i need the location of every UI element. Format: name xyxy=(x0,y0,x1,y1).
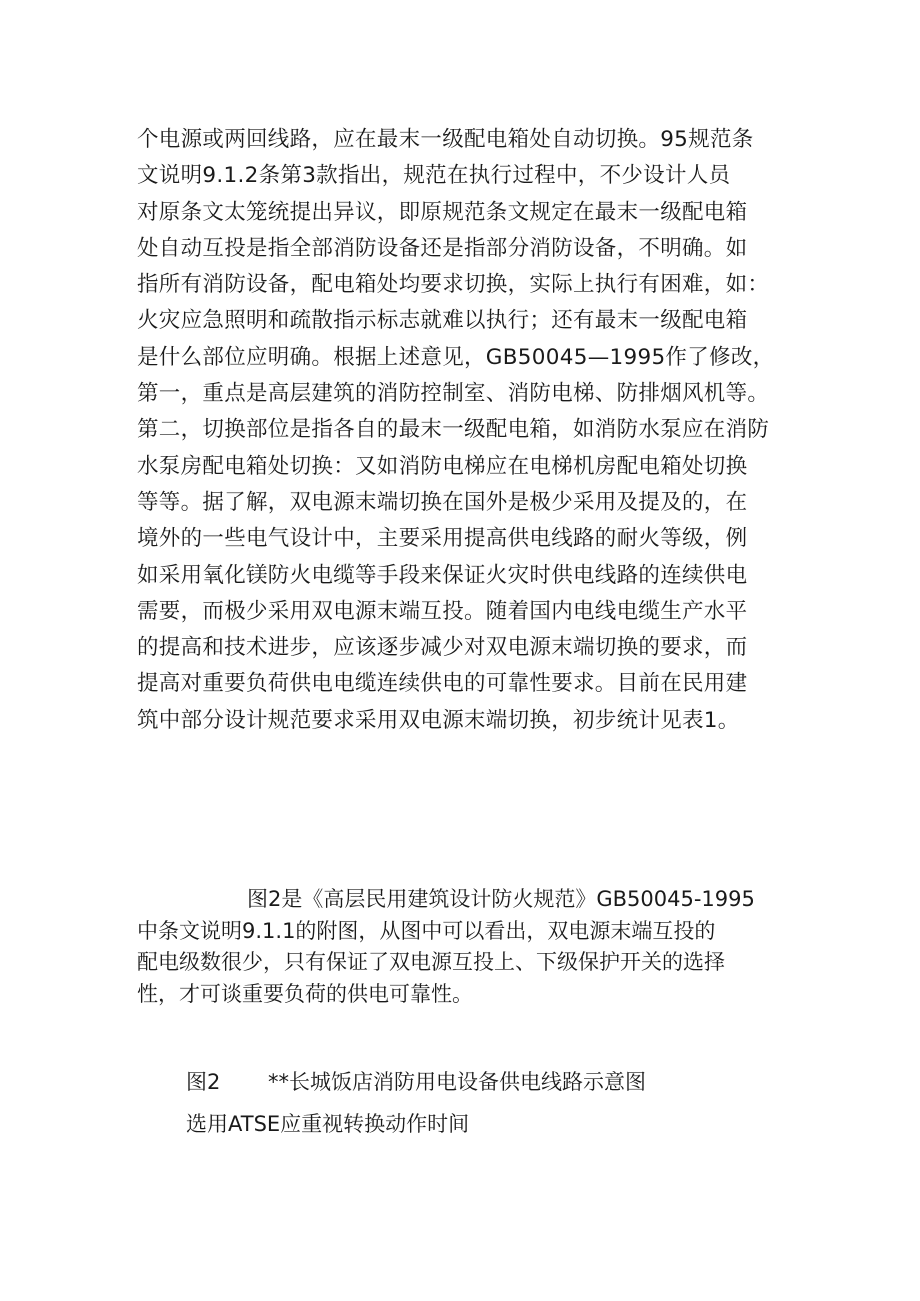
paragraph-line: 筑中部分设计规范要求采用双电源末端切换，初步统计见表1。 xyxy=(137,707,740,733)
paragraph-line: 的提高和技术进步，应该逐步减少对双电源末端切换的要求，而 xyxy=(137,635,748,661)
paragraph-line: 个电源或两回线路，应在最末一级配电箱处自动切换。95规范条 xyxy=(137,127,754,152)
paragraph-line: 火灾应急照明和疏散指示标志就难以执行；还有最末一级配电箱 xyxy=(137,308,748,334)
paragraph-line: 对原条文太笼统提出异议，即原规范条文规定在最末一级配电箱 xyxy=(137,199,748,225)
paragraph-line: 性，才可谈重要负荷的供电可靠性。 xyxy=(137,981,473,1006)
paragraph-line: 如采用氧化镁防火电缆等手段来保证火灾时供电线路的连续供电 xyxy=(137,562,748,588)
paragraph-line: 等等。据了解，双电源末端切换在国外是极少采用及提及的，在 xyxy=(137,489,748,515)
paragraph-line: 需要，而极少采用双电源末端互投。随着国内电线电缆生产水平 xyxy=(137,598,748,624)
paragraph-line: 境外的一些电气设计中，主要采用提高供电线路的耐火等级，例 xyxy=(137,526,748,552)
figure-number: 图2 xyxy=(186,1070,221,1094)
paragraph-line: 处自动互投是指全部消防设备还是指部分消防设备，不明确。如 xyxy=(137,235,748,261)
paragraph-line: 配电级数很少，只有保证了双电源互投上、下级保护开关的选择 xyxy=(137,950,725,974)
figure-caption xyxy=(186,1065,646,1099)
paragraph-line: 提高对重要负荷供电电缆连续供电的可靠性要求。目前在民用建 xyxy=(137,671,748,697)
figure-title: **长城饭店消防用电设备供电线路示意图 xyxy=(268,1070,646,1094)
body-paragraph-1 xyxy=(137,122,797,739)
paragraph-line: 是什么部位应明确。根据上述意见，GB50045—1995作了修改， xyxy=(137,344,775,370)
paragraph-line: 文说明9.1.2条第3款指出，规范在执行过程中，不少设计人员 xyxy=(137,163,731,189)
paragraph-line: 指所有消防设备，配电箱处均要求切换，实际上执行有困难，如： xyxy=(137,272,770,298)
paragraph-line: 中条文说明9.1.1的附图，从图中可以看出，双电源末端互投的 xyxy=(137,918,716,943)
paragraph-line: 水泵房配电箱处切换：又如消防电梯应在电梯机房配电箱处切换 xyxy=(137,453,748,479)
section-heading: 选用ATSE应重视转换动作时间 xyxy=(186,1112,470,1136)
paragraph-line: 第二，切换部位是指各自的最末一级配电箱，如消防水泵应在消防 xyxy=(137,417,770,443)
paragraph-line: 第一，重点是高层建筑的消防控制室、消防电梯、防排烟风机等。 xyxy=(137,381,770,407)
paragraph-line: 图2是《高层民用建筑设计防火规范》GB50045-1995 xyxy=(247,887,755,911)
body-paragraph-2 xyxy=(137,884,817,1010)
